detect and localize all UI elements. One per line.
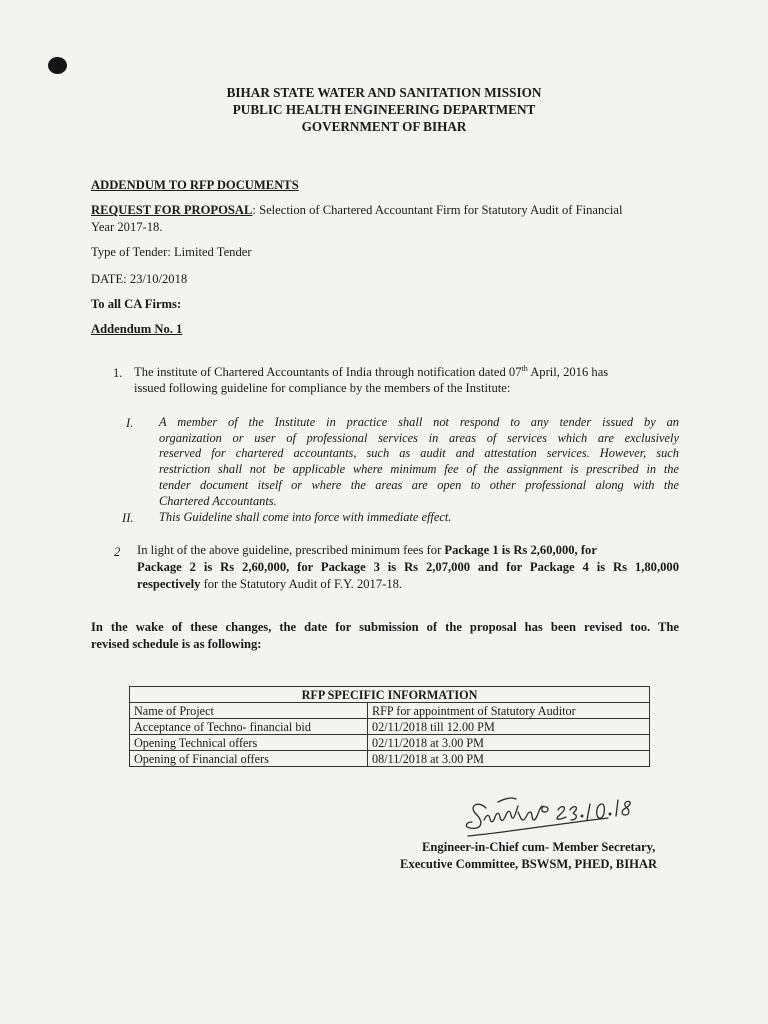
guideline-2-text: This Guideline shall come into force with immediate effect. — [159, 510, 452, 524]
rfp-line-1 — [91, 203, 622, 218]
table-cell-label: Opening Technical offers — [130, 735, 368, 751]
point-1-sup: th — [521, 364, 528, 373]
guideline-1-line-3: reserved for chartered accountants, such as audit and attestation services. However, such — [159, 446, 679, 460]
wake-line-1: In the wake of these changes, the date for submission of the proposal has been revised too. The — [91, 620, 679, 634]
table-cell-label: Name of Project — [130, 703, 368, 719]
addendum-title: ADDENDUM TO RFP DOCUMENTS — [91, 178, 299, 192]
point-2-line-2: Package 2 is Rs 2,60,000, for Package 3 is Rs 2,07,000 and for Package 4 is Rs 1,80,000 — [137, 560, 679, 574]
table-row — [130, 751, 650, 767]
point-2-text-b: Package 1 is Rs 2,60,000, for — [444, 543, 597, 557]
table-header-row — [130, 687, 650, 703]
to-all-firms: To all CA Firms: — [91, 297, 182, 311]
table-row — [130, 719, 650, 735]
rfp-info-table — [129, 686, 650, 767]
point-2-number: 2 — [114, 545, 121, 559]
signatory-line-2: Executive Committee, BSWSM, PHED, BIHAR — [400, 857, 658, 871]
point-1-line-1 — [134, 364, 608, 380]
point-2-line-1 — [137, 543, 597, 558]
table-row — [130, 703, 650, 719]
point-1-number: 1. — [113, 366, 123, 380]
signatory-line-1: Engineer-in-Chief cum- Member Secretary, — [422, 840, 656, 854]
guideline-2-number: II. — [122, 511, 134, 525]
table-cell-label: Acceptance of Techno- financial bid — [130, 719, 368, 735]
point-2-text-a: In light of the above guideline, prescribed minimum fees for — [137, 543, 445, 557]
tender-type: Type of Tender: Limited Tender — [91, 245, 252, 259]
rfp-text-1: : Selection of Chartered Accountant Firm for Statutory Audit of Financial — [252, 203, 623, 217]
rfp-line-2: Year 2017-18. — [91, 220, 163, 234]
table-cell-value: 02/11/2018 till 12.00 PM — [368, 719, 650, 735]
table-cell-value: 02/11/2018 at 3.00 PM — [368, 735, 650, 751]
point-1-text-a: The institute of Chartered Accountants of India through notification dated 07 — [134, 365, 522, 379]
handwritten-signature — [458, 792, 638, 842]
rfp-label: REQUEST FOR PROPOSAL — [91, 203, 253, 217]
guideline-1-line-1: A member of the Institute in practice shall not respond to any tender issued by an — [159, 415, 679, 429]
header-line-1: BIHAR STATE WATER AND SANITATION MISSION — [226, 85, 542, 100]
header-line-2: PUBLIC HEALTH ENGINEERING DEPARTMENT — [232, 102, 536, 117]
table-cell-value: RFP for appointment of Statutory Auditor — [368, 703, 650, 719]
table-cell-value: 08/11/2018 at 3.00 PM — [368, 751, 650, 767]
point-1-text-b: April, 2016 has — [527, 365, 609, 379]
guideline-1-line-6: Chartered Accountants. — [159, 494, 277, 508]
point-2-line-3 — [137, 577, 402, 592]
header-line-3: GOVERNMENT OF BIHAR — [301, 119, 467, 134]
point-2-text-c: respectively — [137, 577, 201, 591]
punch-hole — [48, 57, 67, 74]
table-row — [130, 735, 650, 751]
guideline-1-number: I. — [126, 416, 134, 430]
point-1-line-2: issued following guideline for compliance by the members of the Institute: — [134, 381, 511, 395]
wake-line-2: revised schedule is as following: — [91, 637, 262, 651]
guideline-1-line-5: tender document itself or where the areas are open to other professional along with the — [159, 478, 679, 492]
guideline-1-line-2: organization or user of professional services in areas of services which are exclusively — [159, 431, 679, 445]
addendum-number: Addendum No. 1 — [91, 322, 183, 336]
table-cell-label: Opening of Financial offers — [130, 751, 368, 767]
table-title: RFP SPECIFIC INFORMATION — [130, 687, 650, 703]
guideline-1-line-4: restriction shall not be applicable where minimum fee of the assignment is prescribed in the — [159, 462, 679, 476]
date-line: DATE: 23/10/2018 — [91, 272, 188, 286]
point-2-text-d: for the Statutory Audit of F.Y. 2017-18. — [200, 577, 403, 591]
